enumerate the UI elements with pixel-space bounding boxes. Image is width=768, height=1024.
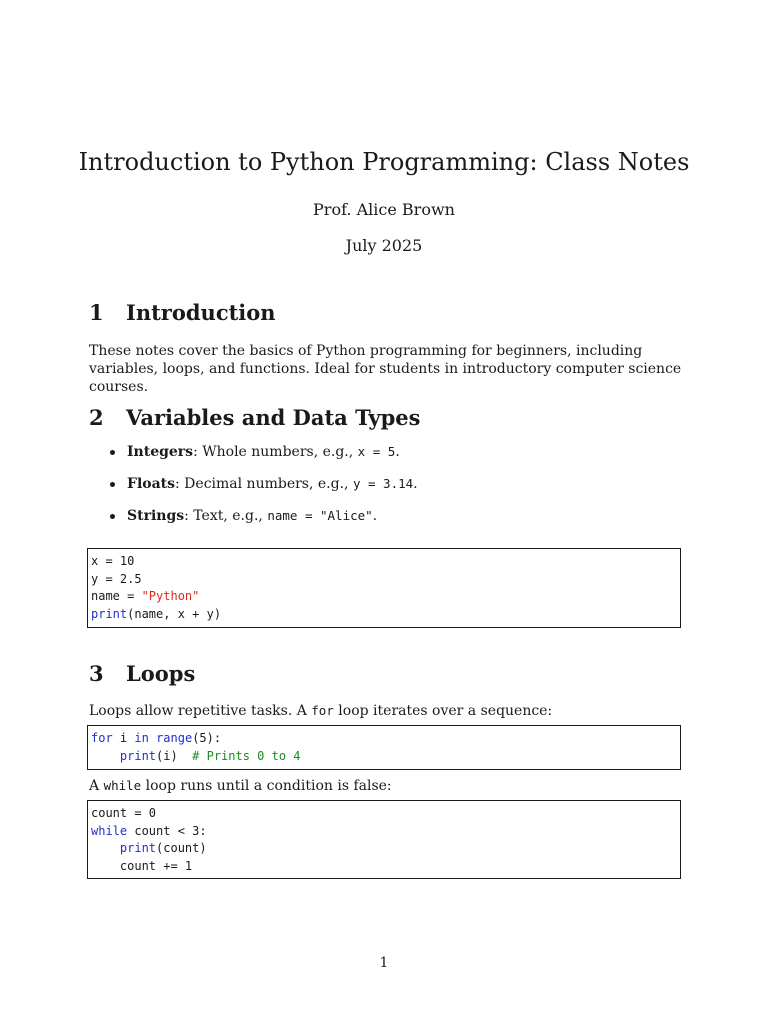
document-date: July 2025 (345, 236, 423, 255)
section-heading-introduction (89, 299, 276, 327)
text: loop runs until a condition is false: (141, 778, 392, 794)
loops-intro (89, 702, 684, 720)
bullet-term: Strings (127, 508, 185, 524)
code-keyword: print (91, 606, 128, 621)
code-line: count += 1 (91, 858, 193, 873)
code-line: y = 2.5 (91, 571, 142, 586)
bullet-icon (110, 482, 115, 487)
inline-code: x = 5 (357, 444, 396, 459)
list-item (104, 507, 664, 539)
section-number: 1 (89, 300, 104, 325)
bullet-text: : Text, e.g., (184, 508, 268, 524)
intro-paragraph: These notes cover the basics of Python programming for beginners, including variables, loops, and functions. Ideal for students in introductory computer science courses. (89, 343, 682, 395)
code-token: i (112, 731, 135, 745)
text: loop iterates over a sequence: (333, 703, 553, 719)
code-keyword: while (91, 823, 128, 838)
data-types-list (104, 443, 664, 539)
code-token (149, 731, 156, 745)
text: A (89, 778, 104, 794)
bullet-end: . (395, 444, 400, 460)
code-token: (5): (192, 731, 222, 745)
bullet-text: : Whole numbers, e.g., (193, 444, 358, 460)
bullet-end: . (372, 508, 378, 524)
bullet-term: Floats (127, 476, 176, 492)
code-line (91, 840, 677, 858)
bullet-text: : Decimal numbers, e.g., (175, 476, 353, 492)
code-block-while-loop (87, 800, 681, 879)
bullet-icon (110, 450, 115, 455)
section-title: Introduction (126, 300, 276, 325)
section-heading-loops (89, 660, 195, 688)
code-token: (i) (156, 748, 193, 763)
list-item (104, 475, 664, 507)
code-comment: # Prints 0 to 4 (192, 748, 301, 763)
code-indent (91, 749, 120, 763)
code-keyword: in (134, 731, 149, 745)
code-string: "Python" (141, 589, 200, 603)
code-line: count = 0 (91, 806, 157, 820)
code-line (91, 823, 677, 841)
section-title: Loops (126, 661, 196, 686)
code-token: count < 3: (127, 823, 207, 838)
section-number: 2 (89, 405, 104, 430)
inline-code: y = 3.14 (352, 476, 414, 491)
while-intro (89, 777, 684, 795)
code-indent (91, 841, 120, 855)
list-item (104, 443, 664, 475)
code-line (91, 730, 677, 748)
document-author: Prof. Alice Brown (313, 200, 455, 219)
code-builtin: print (119, 748, 157, 763)
section-title: Variables and Data Types (126, 405, 421, 430)
page-number: 1 (379, 955, 389, 971)
bullet-end: . (413, 476, 418, 492)
code-line (91, 606, 677, 624)
code-builtin: range (156, 731, 193, 745)
code-block-for-loop (87, 725, 681, 770)
document-title: Introduction to Python Programming: Class Notes (78, 148, 690, 176)
code-line (91, 588, 677, 606)
code-line (91, 748, 677, 766)
code-block-variables (87, 548, 681, 628)
section-number: 3 (89, 661, 104, 686)
inline-code: name = "Alice" (267, 508, 373, 523)
inline-code: for (311, 703, 334, 718)
code-token: (name, x + y) (127, 606, 222, 621)
code-token: (count) (156, 841, 207, 855)
code-line: x = 10 (91, 554, 135, 568)
section-heading-variables (89, 404, 420, 432)
text: Loops allow repetitive tasks. A (89, 703, 312, 719)
bullet-term: Integers (127, 444, 194, 460)
bullet-icon (110, 514, 115, 519)
inline-code: while (103, 778, 142, 793)
code-builtin: print (119, 841, 157, 855)
code-token: name = (91, 589, 142, 603)
code-keyword: for (91, 731, 113, 745)
